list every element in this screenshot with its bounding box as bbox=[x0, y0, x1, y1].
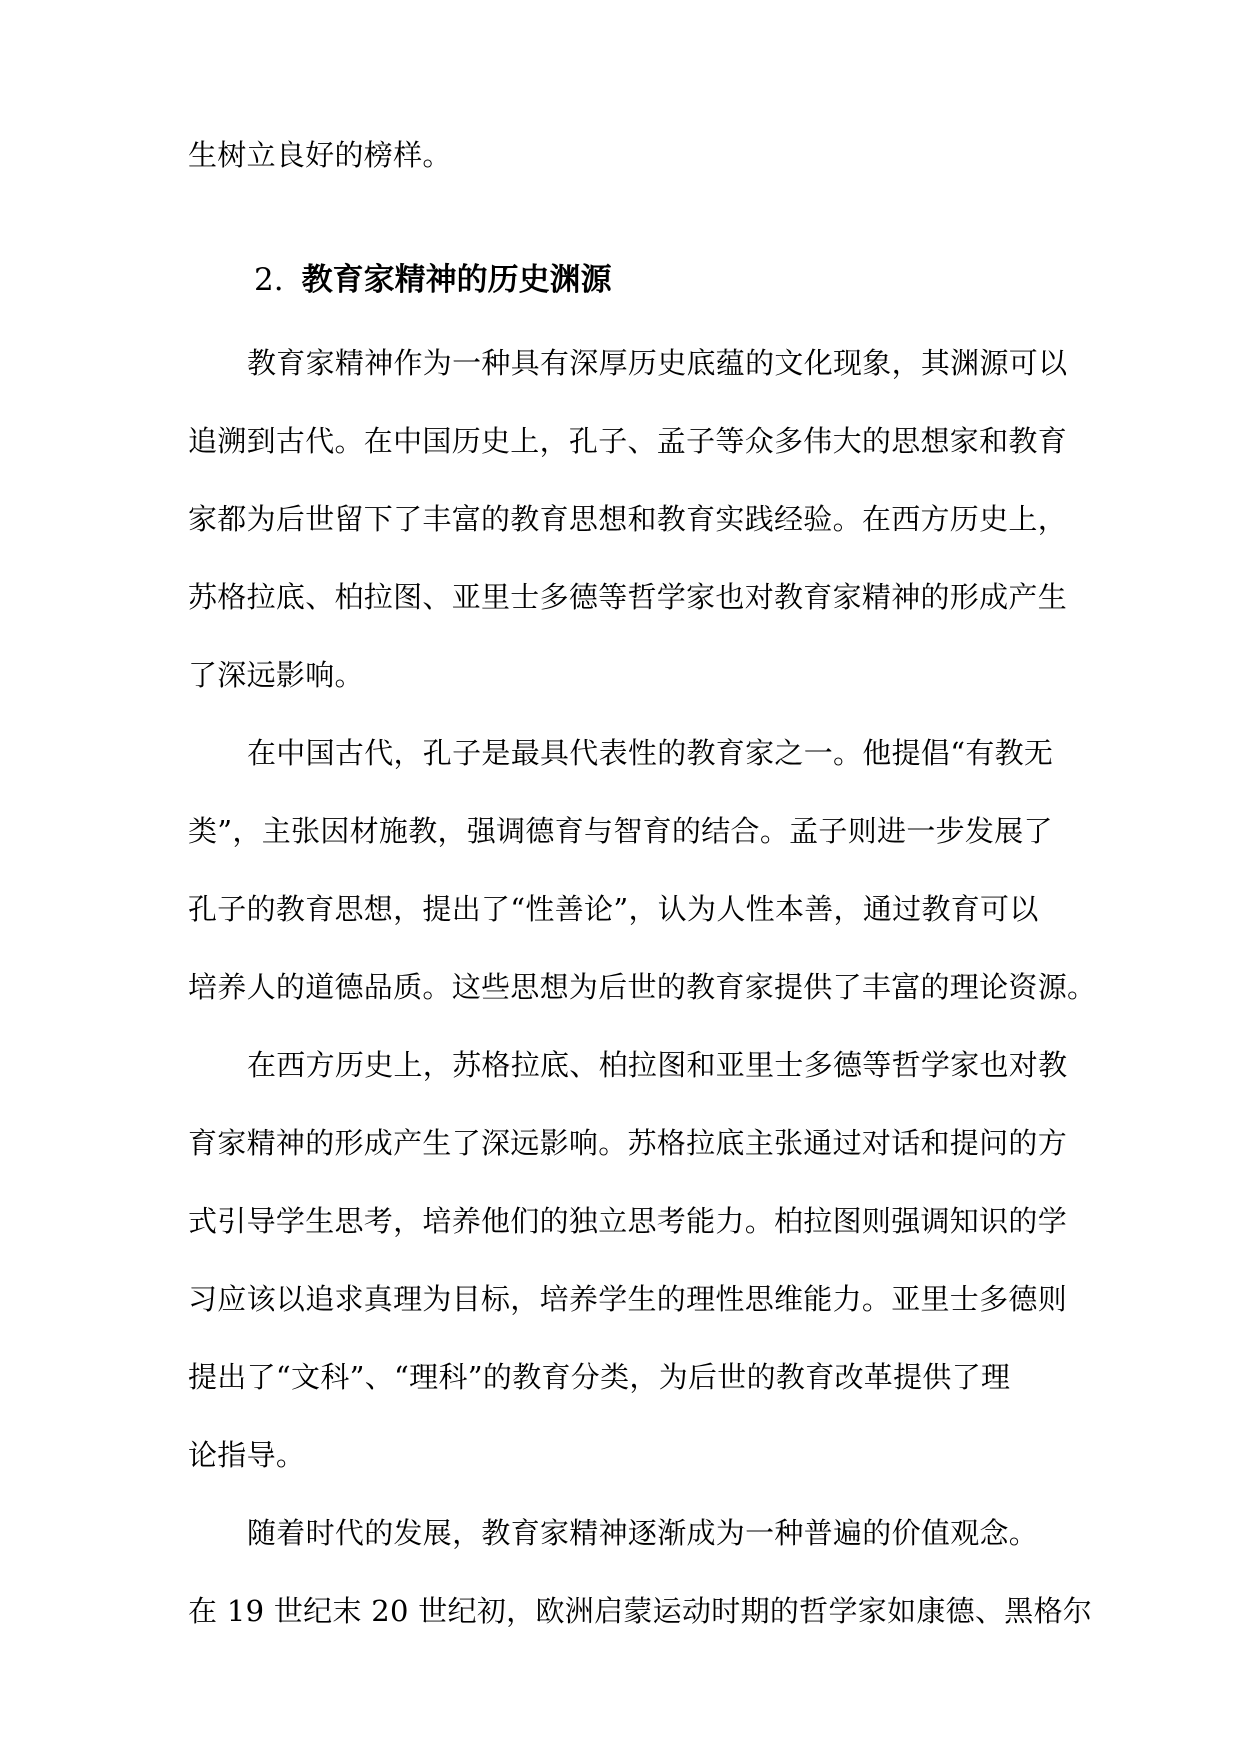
paragraph-line: 教育家精神作为一种具有深厚历史底蕴的文化现象，其渊源可以 bbox=[247, 346, 1068, 380]
paragraph-line: 了深远影响。 bbox=[188, 658, 364, 692]
paragraph-line: 在西方历史上，苏格拉底、柏拉图和亚里士多德等哲学家也对教 bbox=[247, 1048, 1068, 1082]
paragraph-line: 生树立良好的榜样。 bbox=[188, 138, 452, 172]
section-title: 教育家精神的历史渊源 bbox=[301, 262, 612, 298]
paragraph-line: 追溯到古代。在中国历史上，孔子、孟子等众多伟大的思想家和教育 bbox=[188, 424, 1068, 458]
paragraph-line: 论指导。 bbox=[188, 1438, 306, 1472]
paragraph-line: 培养人的道德品质。这些思想为后世的教育家提供了丰富的理论资源。 bbox=[188, 970, 1097, 1004]
paragraph-line: 在中国古代，孔子是最具代表性的教育家之一。他提倡“有教无 bbox=[247, 736, 1054, 770]
paragraph-line: 类”，主张因材施教，强调德育与智育的结合。孟子则进一步发展了 bbox=[188, 814, 1053, 848]
section-heading bbox=[254, 258, 612, 302]
paragraph-line: 苏格拉底、柏拉图、亚里士多德等哲学家也对教育家精神的形成产生 bbox=[188, 580, 1068, 614]
paragraph-line: 随着时代的发展，教育家精神逐渐成为一种普遍的价值观念。 bbox=[247, 1516, 1039, 1550]
paragraph-line: 习应该以追求真理为目标，培养学生的理性思维能力。亚里士多德则 bbox=[188, 1282, 1068, 1316]
paragraph-line: 家都为后世留下了丰富的教育思想和教育实践经验。在西方历史上， bbox=[188, 502, 1068, 536]
paragraph-line: 在 19 世纪末 20 世纪初，欧洲启蒙运动时期的哲学家如康德、黑格尔 bbox=[188, 1594, 1093, 1628]
section-number: 2. bbox=[254, 262, 284, 298]
paragraph-line: 育家精神的形成产生了深远影响。苏格拉底主张通过对话和提问的方 bbox=[188, 1126, 1068, 1160]
paragraph-line: 式引导学生思考，培养他们的独立思考能力。柏拉图则强调知识的学 bbox=[188, 1204, 1068, 1238]
paragraph-line: 孔子的教育思想，提出了“性善论”，认为人性本善，通过教育可以 bbox=[188, 892, 1039, 926]
paragraph-line: 提出了“文科”、“理科”的教育分类，为后世的教育改革提供了理 bbox=[188, 1360, 1011, 1394]
